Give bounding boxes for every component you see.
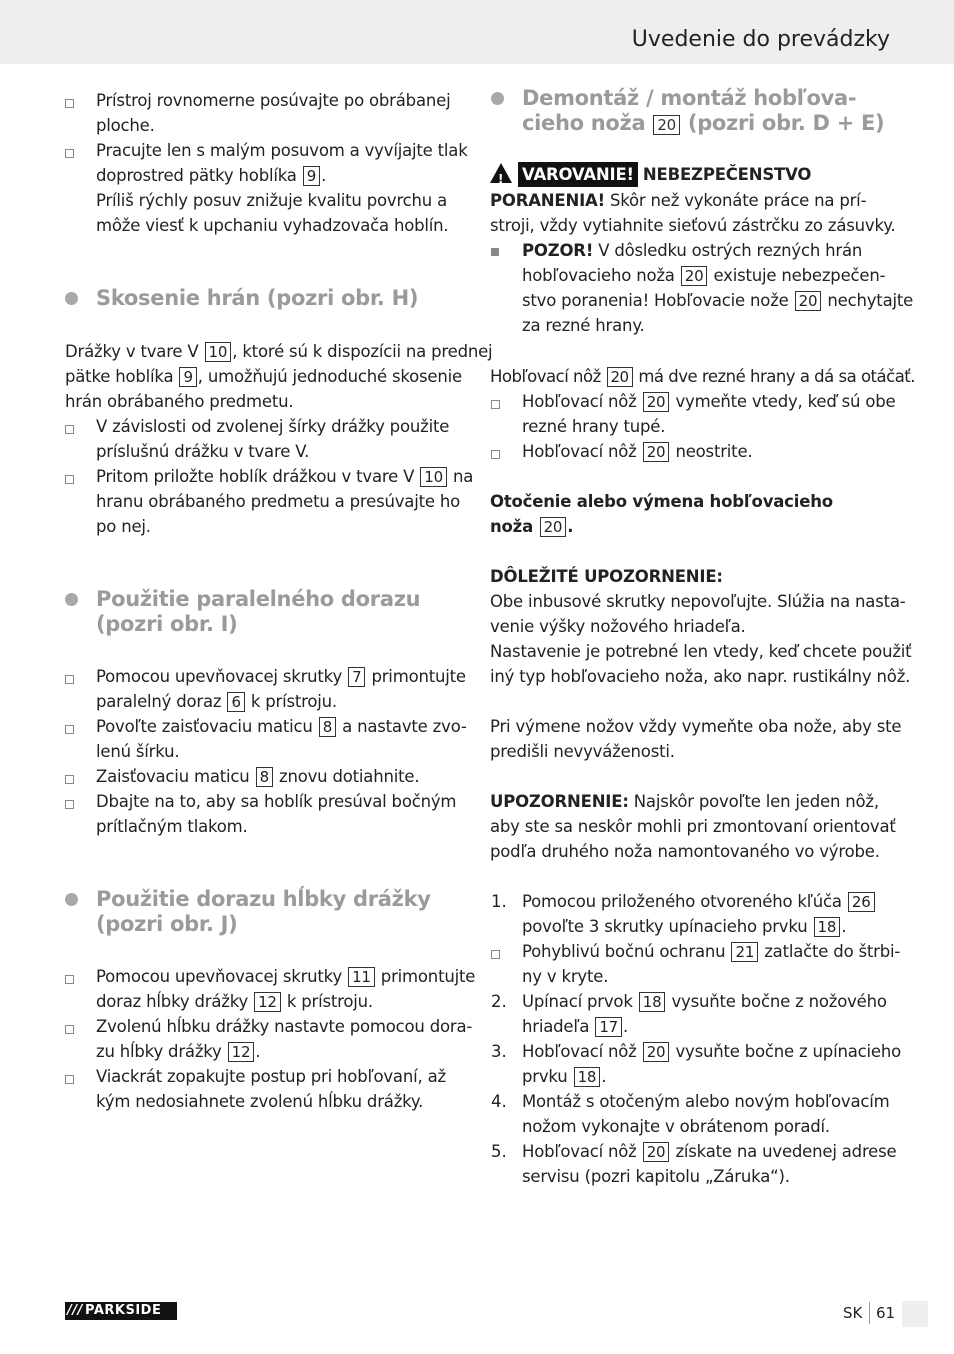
brand-logo <box>65 1302 177 1320</box>
text-fragment: V dôsledku ostrých rezných hrán <box>598 241 863 260</box>
text-fragment: existuje nebezpečen- <box>713 266 886 285</box>
language-code: SK <box>843 1304 863 1322</box>
text-fragment: POZOR! <box>522 241 594 260</box>
subheading: Otočenie alebo výmena hobľovacieho <box>490 492 833 511</box>
text-fragment: . <box>567 517 574 536</box>
text-fragment: stvo poranenia! Hobľovacie nože <box>522 291 789 310</box>
ref-number: 18 <box>639 992 666 1012</box>
text-line <box>65 364 462 389</box>
note-title: DÔLEŽITÉ UPOZORNENIE: <box>490 567 723 586</box>
section-dot <box>65 893 78 906</box>
text-line: môže viesť k upchaniu vyhadzovača hoblín. <box>96 216 449 235</box>
text-fragment: Najskôr povoľte len jeden nôž, <box>633 792 879 811</box>
text-line <box>96 464 473 489</box>
text-fragment: Upínací prvok <box>522 992 633 1011</box>
ref-number: 11 <box>348 967 375 987</box>
ref-number: 9 <box>179 367 196 387</box>
text-fragment: cieho noža <box>522 111 646 135</box>
text-fragment: k prístroju. <box>286 992 373 1011</box>
text-line: kým nedosiahnete zvolenú hĺbku drážky. <box>96 1092 424 1111</box>
text-line: Zvolenú hĺbku drážky nastavte pomocou dora- <box>96 1017 473 1036</box>
text-fragment: nechytajte <box>827 291 914 310</box>
ref-number: 17 <box>595 1017 622 1037</box>
ref-number: 20 <box>653 115 680 135</box>
text-line: Dbajte na to, aby sa hoblík presúval bočným <box>96 792 457 811</box>
text-fragment: znovu dotiahnite. <box>279 767 420 786</box>
text-line: Nastavenie je potrebné len vtedy, keď chcete použiť <box>490 642 912 661</box>
section-heading: Použitie dorazu hĺbky drážky <box>96 887 431 911</box>
text-fragment: Hobľovací nôž <box>522 442 637 461</box>
text-fragment: PORANENIA! <box>490 191 605 210</box>
bullet-square <box>65 99 74 108</box>
text-line: stroji, vždy vytiahnite sieťovú zástrčku zo zásuvky. <box>490 216 896 235</box>
text-line <box>522 288 913 313</box>
text-fragment: (pozri obr. D + E) <box>687 111 885 135</box>
text-line: rezné hrany tupé. <box>522 417 666 436</box>
bullet-square <box>65 149 74 158</box>
step-number: 5. <box>491 1142 507 1161</box>
text-fragment: NEBEZPEČENSTVO <box>642 165 812 184</box>
section-heading <box>522 111 884 136</box>
text-fragment: . <box>255 1042 261 1061</box>
ref-number: 20 <box>607 367 633 387</box>
text-line: Montáž s otočeným alebo novým hobľovacím <box>522 1092 890 1111</box>
text-line <box>522 389 895 414</box>
ref-number: 9 <box>303 166 320 186</box>
text-fragment: Povoľte zaisťovaciu maticu <box>96 717 313 736</box>
ref-number: 20 <box>643 392 670 412</box>
ref-number: 10 <box>420 467 447 487</box>
text-fragment: UPOZORNENIE: <box>490 792 629 811</box>
text-line: ny v kryte. <box>522 967 609 986</box>
text-line <box>522 889 876 914</box>
bullet-square <box>65 775 74 784</box>
text-fragment: a nastavte zvo- <box>342 717 467 736</box>
text-fragment: vysuňte bočne z upínacieho <box>675 1042 901 1061</box>
warning-line <box>490 162 811 187</box>
text-fragment: , ktoré sú k dispozícii na prednej <box>232 342 493 361</box>
text-fragment: pätke hoblíka <box>65 367 174 386</box>
text-line <box>522 939 900 964</box>
text-line <box>522 989 887 1014</box>
ref-number: 18 <box>574 1067 601 1087</box>
text-line: Príliš rýchly posuv znižuje kvalitu povrchu a <box>96 191 448 210</box>
text-line <box>65 339 492 364</box>
text-line: Pri výmene nožov vždy vymeňte oba nože, aby ste <box>490 717 902 736</box>
bullet-square <box>65 675 74 684</box>
bullet-square <box>65 1025 74 1034</box>
section-heading: (pozri obr. I) <box>96 612 238 636</box>
text-line: prítlačným tlakom. <box>96 817 248 836</box>
ref-number: 20 <box>795 291 822 311</box>
text-line: aby ste sa neskôr mohli pri zmontovaní orientovať <box>490 817 896 836</box>
text-line <box>522 1039 901 1064</box>
warning-icon: ! <box>490 163 512 183</box>
bullet-square-filled <box>491 248 499 256</box>
bullet-square <box>65 1075 74 1084</box>
text-line <box>96 964 475 989</box>
ref-number: 20 <box>643 1042 670 1062</box>
text-line: podľa druhého noža namontovaného vo výrobe. <box>490 842 880 861</box>
text-fragment: . <box>841 917 847 936</box>
text-line: Obe inbusové skrutky nepovoľujte. Slúžia na nasta- <box>490 592 906 611</box>
text-line: za rezné hrany. <box>522 316 645 335</box>
section-heading: Demontáž / montáž hobľova- <box>522 86 857 110</box>
text-fragment: doprostred pätky hoblíka <box>96 166 297 185</box>
ref-number: 21 <box>731 942 758 962</box>
bullet-square <box>491 950 500 959</box>
section-dot <box>491 92 504 105</box>
text-fragment: . <box>623 1017 629 1036</box>
text-line <box>522 439 752 464</box>
text-fragment: Hobľovací nôž <box>490 367 601 386</box>
text-line: hranu obrábaného predmetu a presúvajte ho <box>96 492 461 511</box>
text-fragment: vymeňte vtedy, keď sú obe <box>675 392 896 411</box>
text-line: lenú šírku. <box>96 742 180 761</box>
ref-number: 6 <box>227 692 244 712</box>
text-line <box>490 789 879 814</box>
text-fragment: neostrite. <box>675 442 753 461</box>
logo-slashes-icon: /// <box>67 1303 83 1318</box>
page-title: Uvedenie do prevádzky <box>631 27 890 52</box>
text-line <box>96 989 373 1014</box>
text-line <box>96 714 467 739</box>
text-line: servisu (pozri kapitolu „Záruka“). <box>522 1167 790 1186</box>
warning-badge: VAROVANIE! <box>518 162 638 187</box>
text-fragment: Pomocou upevňovacej skrutky <box>96 667 343 686</box>
footer-divider <box>869 1302 870 1324</box>
text-line: venie výšky nožového hriadeľa. <box>490 617 746 636</box>
text-fragment: Hobľovací nôž <box>522 1142 637 1161</box>
ref-number: 20 <box>643 442 670 462</box>
step-number: 2. <box>491 992 507 1011</box>
text-fragment: primontujte <box>371 667 466 686</box>
ref-number: 8 <box>319 717 336 737</box>
text-line <box>490 188 866 213</box>
text-fragment: doraz hĺbky drážky <box>96 992 249 1011</box>
step-number: 4. <box>491 1092 507 1111</box>
ref-number: 26 <box>848 892 875 912</box>
text-fragment: k prístroju. <box>250 692 337 711</box>
section-heading: Skosenie hrán (pozri obr. H) <box>96 286 419 310</box>
text-line <box>522 263 885 288</box>
ref-number: 12 <box>228 1042 255 1062</box>
text-fragment: hriadeľa <box>522 1017 590 1036</box>
text-line <box>96 664 466 689</box>
text-line: po nej. <box>96 517 151 536</box>
step-number: 3. <box>491 1042 507 1061</box>
step-number: 1. <box>491 892 507 911</box>
text-fragment: zu hĺbky drážky <box>96 1042 222 1061</box>
text-fragment: primontujte <box>380 967 476 986</box>
section-heading: Použitie paralelného dorazu <box>96 587 421 611</box>
text-fragment: na <box>453 467 474 486</box>
bullet-square <box>491 450 500 459</box>
text-fragment: , umožňujú jednoduché skosenie <box>197 367 462 386</box>
ref-number: 10 <box>205 342 232 362</box>
text-fragment: . <box>321 166 327 185</box>
text-fragment: paralelný doraz <box>96 692 222 711</box>
text-fragment: PARKSIDE <box>85 1303 162 1318</box>
page-header <box>0 0 954 64</box>
ref-number: 20 <box>540 517 567 537</box>
text-line <box>96 764 419 789</box>
text-line <box>522 238 862 263</box>
text-line <box>96 1039 260 1064</box>
text-fragment: prvku <box>522 1067 568 1086</box>
text-fragment: vysuňte bočne z nožového <box>671 992 887 1011</box>
bullet-square <box>65 475 74 484</box>
section-heading: (pozri obr. J) <box>96 912 238 936</box>
bullet-square <box>65 800 74 809</box>
text-line <box>490 364 915 389</box>
text-fragment: Skôr než vykonáte práce na prí- <box>609 191 867 210</box>
text-line: iný typ hobľovacieho noža, ako napr. rustikálny nôž. <box>490 667 911 686</box>
text-line: predišli nevyváženosti. <box>490 742 675 761</box>
ref-number: 12 <box>254 992 281 1012</box>
text-fragment: Pohyblivú bočnú ochranu <box>522 942 726 961</box>
footer-tab <box>902 1301 928 1327</box>
text-line: V závislosti od zvolenej šírky drážky použite <box>96 417 450 436</box>
text-fragment: hobľovacieho noža <box>522 266 675 285</box>
text-fragment: Pomocou upevňovacej skrutky <box>96 967 343 986</box>
text-line <box>96 163 326 188</box>
text-line: ploche. <box>96 116 155 135</box>
text-fragment: Drážky v tvare V <box>65 342 199 361</box>
section-dot <box>65 593 78 606</box>
subheading <box>490 514 573 539</box>
text-line <box>96 689 337 714</box>
ref-number: 7 <box>348 667 365 687</box>
section-dot <box>65 292 78 305</box>
ref-number: 20 <box>643 1142 670 1162</box>
text-line <box>522 1139 896 1164</box>
text-fragment: Pritom priložte hoblík drážkou v tvare V <box>96 467 415 486</box>
text-fragment: zatlačte do štrbi- <box>764 942 901 961</box>
page-number: 61 <box>876 1304 896 1322</box>
text-fragment: povoľte 3 skrutky upínacieho prvku <box>522 917 808 936</box>
bullet-square <box>65 725 74 734</box>
text-line: Viackrát zopakujte postup pri hobľovaní, až <box>96 1067 446 1086</box>
text-line <box>522 1064 606 1089</box>
text-fragment: Pomocou priloženého otvoreného kľúča <box>522 892 842 911</box>
text-line: príslušnú drážku v tvare V. <box>96 442 310 461</box>
ref-number: 18 <box>814 917 841 937</box>
text-line: Prístroj rovnomerne posúvajte po obrábanej <box>96 91 451 110</box>
text-fragment: získate na uvedenej adrese <box>675 1142 897 1161</box>
ref-number: 20 <box>681 266 708 286</box>
text-fragment: noža <box>490 517 534 536</box>
bullet-square <box>65 975 74 984</box>
text-fragment: Zaisťovaciu maticu <box>96 767 250 786</box>
text-line: hrán obrábaného predmetu. <box>65 392 294 411</box>
text-line <box>522 914 846 939</box>
bullet-square <box>65 425 74 434</box>
bullet-square <box>491 400 500 409</box>
text-fragment: Hobľovací nôž <box>522 392 637 411</box>
text-line <box>522 1014 628 1039</box>
ref-number: 8 <box>256 767 273 787</box>
text-line: nožom vykonajte v obrátenom poradí. <box>522 1117 830 1136</box>
text-line: Pracujte len s malým posuvom a vyvíjajte tlak <box>96 141 468 160</box>
text-fragment: Hobľovací nôž <box>522 1042 637 1061</box>
text-fragment: má dve rezné hrany a dá sa otáčať. <box>638 367 916 386</box>
text-fragment: . <box>601 1067 607 1086</box>
